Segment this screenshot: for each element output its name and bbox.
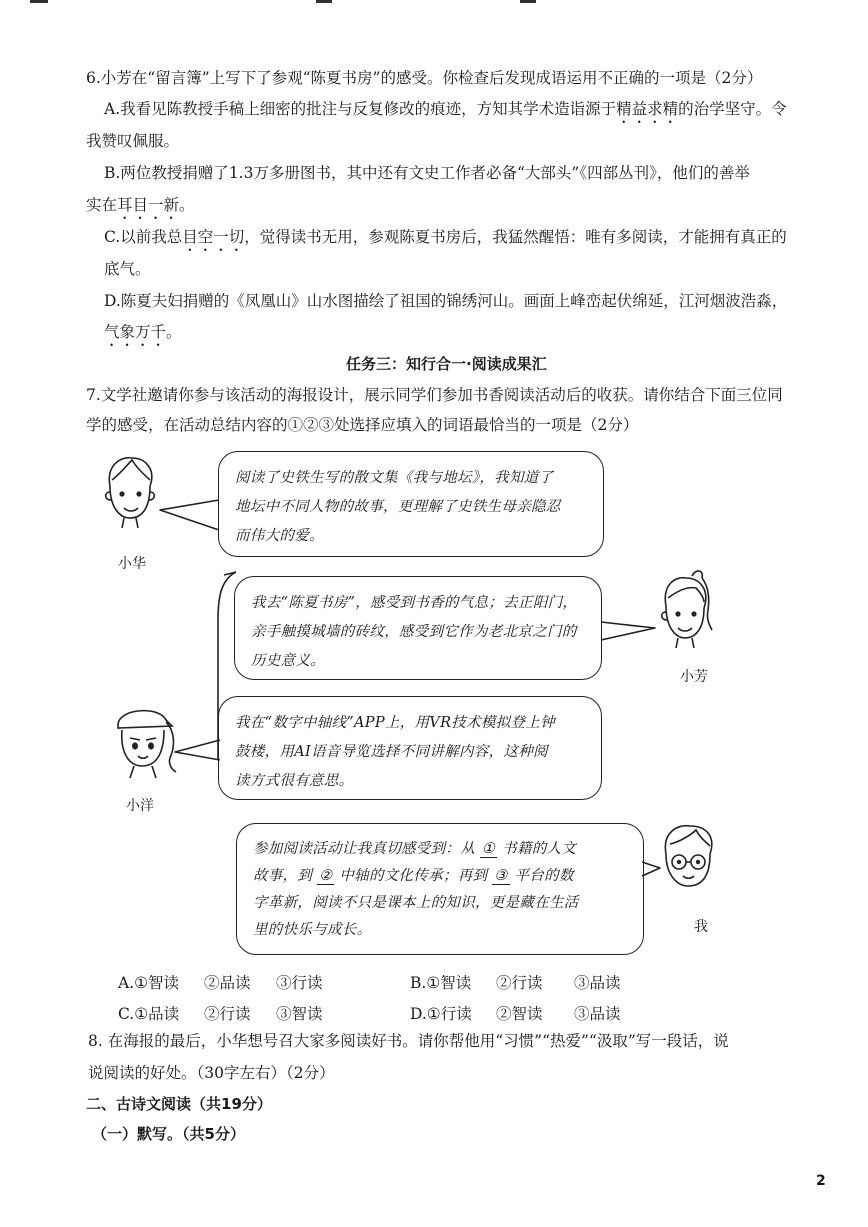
xiaoyang-avatar [110, 700, 180, 786]
blank-3: ③ [494, 868, 508, 884]
xiaohua-name: 小华 [118, 556, 146, 572]
section-2-1-title: （一）默写。（共5分） [92, 1125, 245, 1143]
idiom-a: 精益求精 [616, 100, 679, 118]
me-avatar [656, 820, 722, 900]
bubble-line: 地坛中不同人物的故事，更理解了史铁生母亲隐忍 [235, 499, 561, 515]
q7-option-c: C.①品读 ②行读 ③智读 [118, 1005, 323, 1023]
q6-option-a: A.我看见陈教授手稿上细密的批注与反复修改的痕迹，方知其学术造诣源于精益求精的治学坚守。令 [104, 100, 787, 118]
bubble-line: 字革新，阅读不只是课本上的知识，更是藏在生活 [253, 895, 579, 911]
q7-stem-cont: 学的感受，在活动总结内容的①②③处选择应填入的词语最恰当的一项是（2分） [86, 416, 639, 434]
bubble-line: 我去“陈夏书房”，感受到书香的气息；去正阳门， [251, 595, 578, 611]
idiom-c: 目空一切 [182, 228, 245, 246]
bubble-line: 读方式很有意思。 [235, 773, 354, 789]
bubble-line: 我在“数字中轴线”APP上，用VR技术模拟登上钟 [235, 715, 555, 731]
idiom-d: 气象万千 [104, 323, 167, 341]
blank-1: ① [481, 841, 496, 857]
task3-title: 任务三：知行合一·阅读成果汇 [346, 355, 547, 373]
q7-option-a: A.①智读 ②品读 ③行读 [118, 974, 323, 992]
q6-option-c-cont: 底气。 [104, 260, 151, 278]
me-name: 我 [694, 919, 708, 935]
q8-stem-cont: 说阅读的好处。（30字左右）（2分） [88, 1064, 335, 1082]
section-2-title: 二、古诗文阅读（共19分） [86, 1095, 272, 1113]
bubble-line: 而伟大的爱。 [235, 528, 324, 544]
bubble-line: 故事，到 ② 中轴的文化传承；再到 ③ 平台的数 [253, 868, 574, 884]
blank-2: ② [319, 868, 333, 884]
q6-option-b-cont: 实在耳目一新。 [86, 196, 195, 214]
bubble-line: 阅读了史铁生写的散文集《我与地坛》，我知道了 [235, 470, 554, 486]
q7-option-b: B.①智读 ②行读 ③品读 [410, 974, 621, 992]
xiaohua-avatar [98, 452, 162, 534]
bubble-line: 里的快乐与成长。 [253, 922, 372, 938]
q6-option-d-cont: 气象万千。 [104, 323, 182, 341]
q6-option-a-cont: 我赞叹佩服。 [86, 132, 180, 150]
me-speech-bubble [236, 823, 644, 955]
xiaofang-name: 小芳 [680, 669, 708, 685]
q6-option-b: B.两位教授捐赠了1.3万多册图书，其中还有文史工作者必备“大部头”《四部丛刊》，他们的善举 [104, 164, 750, 182]
bubble-line: 鼓楼，用AI语音导览选择不同讲解内容，这种阅 [235, 744, 548, 760]
bubble-line: 参加阅读活动让我真切感受到：从 ① 书籍的人文 [253, 841, 577, 857]
bubble-line: 历史意义。 [251, 653, 325, 669]
xiaoyang-name: 小洋 [126, 798, 154, 814]
idiom-b: 耳目一新 [117, 196, 180, 214]
q6-option-c: C.以前我总目空一切，觉得读书无用，参观陈夏书房后，我猛然醒悟：唯有多阅读，才能拥有真正的 [104, 228, 787, 246]
q7-option-d: D.①行读 ②智读 ③品读 [410, 1005, 621, 1023]
xiaofang-avatar [652, 568, 718, 654]
q6-option-d: D.陈夏夫妇捐赠的《凤凰山》山水图描绘了祖国的锦绣河山。画面上峰峦起伏绵延，江河烟波浩淼， [104, 292, 788, 310]
xiaohua-speech-bubble [218, 451, 604, 557]
xiaofang-speech-bubble [234, 576, 602, 680]
xiaoyang-speech-bubble [218, 696, 602, 800]
page-number: 2 [816, 1173, 826, 1189]
q8-stem: 8. 在海报的最后，小华想号召大家多阅读好书。请你帮他用“习惯”“热爱”“汲取”写一段话，说 [88, 1032, 729, 1050]
q7-stem: 7.文学社邀请你参与该活动的海报设计，展示同学们参加书香阅读活动后的收获。请你结合下面三位同 [86, 386, 783, 404]
bubble-line: 亲手触摸城墙的砖纹，感受到它作为老北京之门的 [251, 624, 577, 640]
q6-stem: 6.小芳在“留言簿”上写下了参观“陈夏书房”的感受。你检查后发现成语运用不正确的一项是（2分） [86, 69, 763, 87]
